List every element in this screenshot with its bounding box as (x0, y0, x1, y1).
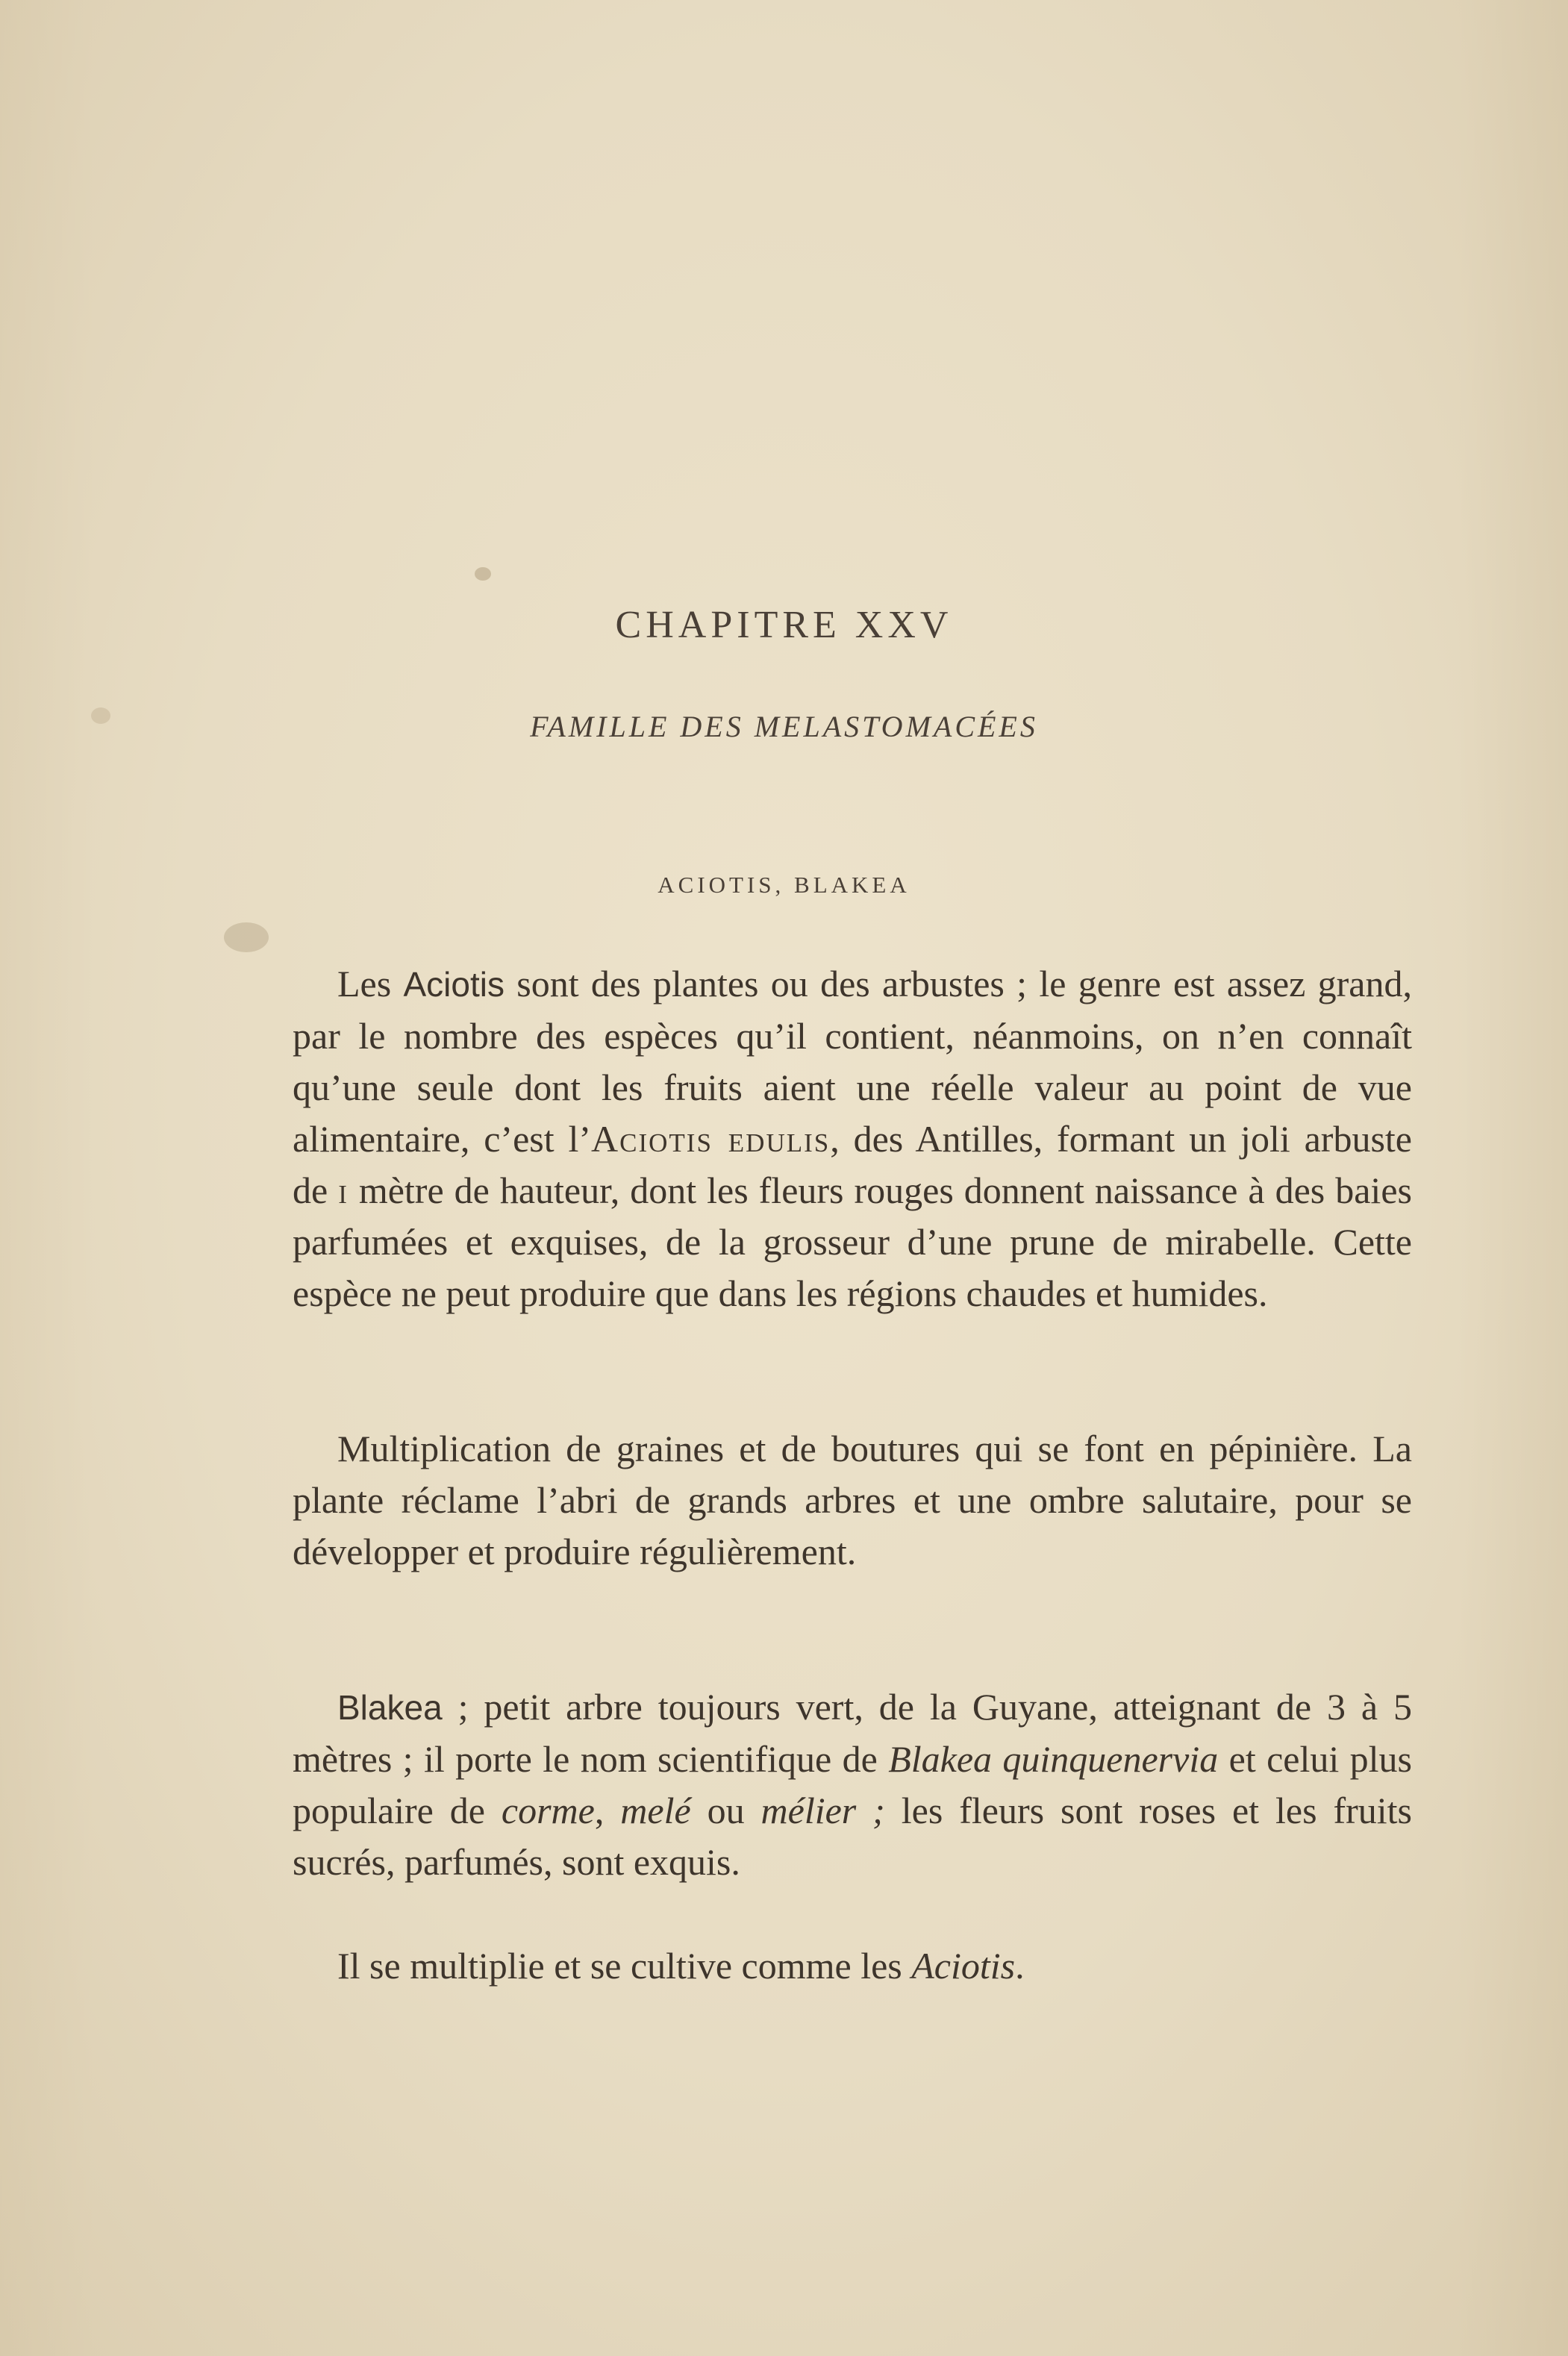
paragraph-cultivation (293, 1940, 1412, 1992)
genus-name: Aciotis (911, 1945, 1016, 1987)
genus-name: Aciotis (403, 965, 505, 1004)
common-name: corme (501, 1790, 595, 1831)
species-name: Aciotis edulis (591, 1118, 831, 1160)
paragraph-aciotis (293, 958, 1412, 1319)
paragraph-text (293, 958, 1412, 1319)
page-stain (475, 567, 491, 581)
text-run: l’ (568, 1118, 592, 1160)
text-run: les fleurs sont roses et les fruits sucrés, parfumés, sont exquis. (293, 1790, 1413, 1883)
text-run: , (594, 1790, 621, 1831)
text-run: ou (690, 1790, 761, 1831)
text-run: , des Antilles, formant un joli arbuste de (293, 1118, 1412, 1211)
common-name: mélier ; (760, 1790, 885, 1831)
text-run: . (1015, 1945, 1025, 1987)
text-run: mètre de hauteur, dont les fleurs rouges donnent naissance à des baies parfumées et exquises, de la grosseur d’une prune de mirabelle. Cette espèce ne peut produire que dans les régions chaudes et humides. (293, 1169, 1412, 1314)
paragraph-multiplication (293, 1423, 1412, 1578)
paragraph-text (293, 1681, 1412, 1888)
scientific-name: Blakea quinquenervia (888, 1738, 1219, 1780)
paragraph-text (293, 1940, 1412, 1992)
family-title: FAMILLE DES MELASTOMACÉES (530, 710, 1038, 743)
page-stain (224, 922, 269, 952)
genus-name: Blakea (337, 1688, 443, 1727)
text-run: ; petit arbre toujours vert, de la Guyane, atteignant de 3 à 5 mètres ; il porte le nom scientifique de (293, 1686, 1412, 1780)
text-run: Les (337, 963, 404, 1004)
roman-numeral: i (338, 1169, 349, 1211)
text-run: et celui plus populaire de (293, 1738, 1412, 1831)
paragraph-text: Multiplication de graines et de boutures qui se font en pépinière. La plante réclame l’abri de grands arbres et une ombre salutaire, pour se développer et produire régulièrement. (293, 1428, 1412, 1572)
section-title: ACIOTIS, BLAKEA (658, 872, 910, 898)
chapter-title: CHAPITRE XXV (615, 604, 953, 646)
text-run: sont des plantes ou des arbustes ; le genre est assez grand, par le nombre des espèces qu’il contient, néanmoins, on n’en connaît qu’une seule dont les fruits aient une réelle valeur au point de vue alimentaire, c’est (293, 963, 1412, 1160)
text-run: Il se multiplie et se cultive comme les (337, 1945, 912, 1987)
paragraph-blakea (293, 1681, 1412, 1888)
common-name: melé (620, 1790, 691, 1831)
